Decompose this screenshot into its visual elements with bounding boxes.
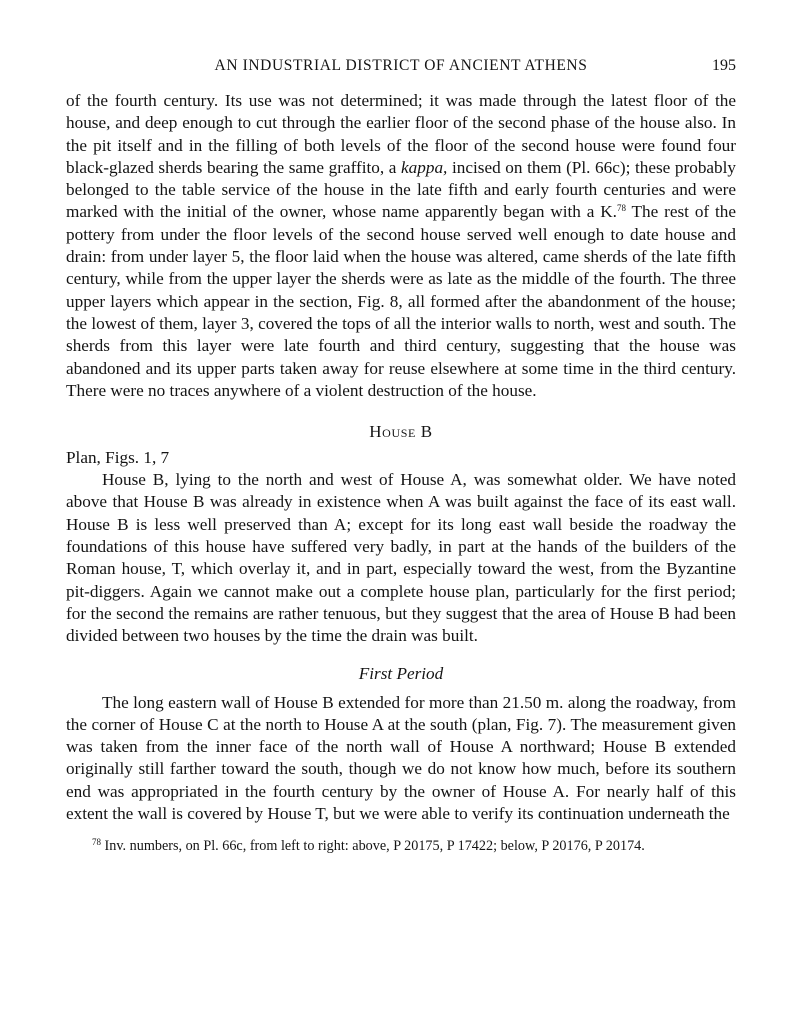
footnote-reference: 78 bbox=[616, 203, 626, 214]
footnote bbox=[66, 837, 736, 856]
subheading-first-period: First Period bbox=[358, 663, 444, 683]
footnote-text: Inv. numbers, on Pl. 66c, from left to right: above, P 20175, P 17422; below, P 20176, P 20174. bbox=[101, 838, 645, 855]
paragraph1-italic-kappa: kappa, bbox=[401, 157, 448, 177]
paragraph-continuation bbox=[66, 90, 736, 402]
running-head bbox=[66, 54, 736, 80]
plan-reference: Plan, Figs. 1, 7 bbox=[66, 448, 170, 468]
footnote-number: 78 bbox=[92, 837, 101, 848]
section-heading-house-b: House B bbox=[369, 422, 433, 442]
paragraph-first-period: The long eastern wall of House B extended for more than 21.50 m. along the roadway, from the corner of House C at the north to House A at the south (plan, Fig. 7). The measurement given was taken from the inner face of the north wall of House A northward; House B extended originally still farther toward the south, though we do not know how much, before its southern end was appropriated in the fourth century by the owner of House A. For nearly half of this extent the wall is covered by House T, but we were able to verify its continuation underneath the bbox=[66, 692, 736, 824]
paragraph1-text-c: The rest of the pottery from under the floor levels of the second house served well enough to date house and drain: from under layer 5, the floor laid when the house was altered, came sherds of the late fifth century, while from the upper layer the sherds were as late as the middle of the fourth. The three upper layers which appear in the section, Fig. 8, all formed after the abandonment of the house; the lowest of them, layer 3, covered the tops of all the interior walls to north, west and south. The sherds from this layer were late fourth and third century, suggesting that the house was abandoned and its upper parts taken away for reuse elsewhere at some time in the third century. There were no traces anywhere of a violent destruction of the house. bbox=[66, 202, 737, 400]
paragraph1-text-b: incised on them (Pl. 66c); these probably belonged to the table service of the house in the late fifth and early fourth centuries and were marked with the initial of the owner, whose name apparently began with a K. bbox=[66, 157, 736, 222]
page bbox=[66, 54, 736, 856]
page-number: 195 bbox=[712, 57, 736, 74]
running-head-title: AN INDUSTRIAL DISTRICT OF ANCIENT ATHENS bbox=[214, 57, 588, 74]
paragraph-house-b-intro: House B, lying to the north and west of House A, was somewhat older. We have noted above that House B was already in existence when A was built against the face of its east wall. House B is less well preserved than A; except for its long east wall beside the roadway the foundations of this house have suffered very badly, in part at the hands of the builders of the Roman house, T, which overlay it, and in part, especially toward the west, from the Byzantine pit-diggers. Again we cannot make out a complete house plan, particularly for the first period; for the second the remains are rather tenuous, but they suggest that the area of House B had been divided between two houses by the time the drain was built. bbox=[66, 470, 736, 646]
paragraph1-text-a: of the fourth century. Its use was not determined; it was made through the latest floor of the house, and deep enough to cut through the earlier floor of the second phase of the house also. In the pit itself and in the filling of both levels of the floor of the second house were found four black-glazed sherds bearing the same graffito, a bbox=[66, 91, 736, 177]
